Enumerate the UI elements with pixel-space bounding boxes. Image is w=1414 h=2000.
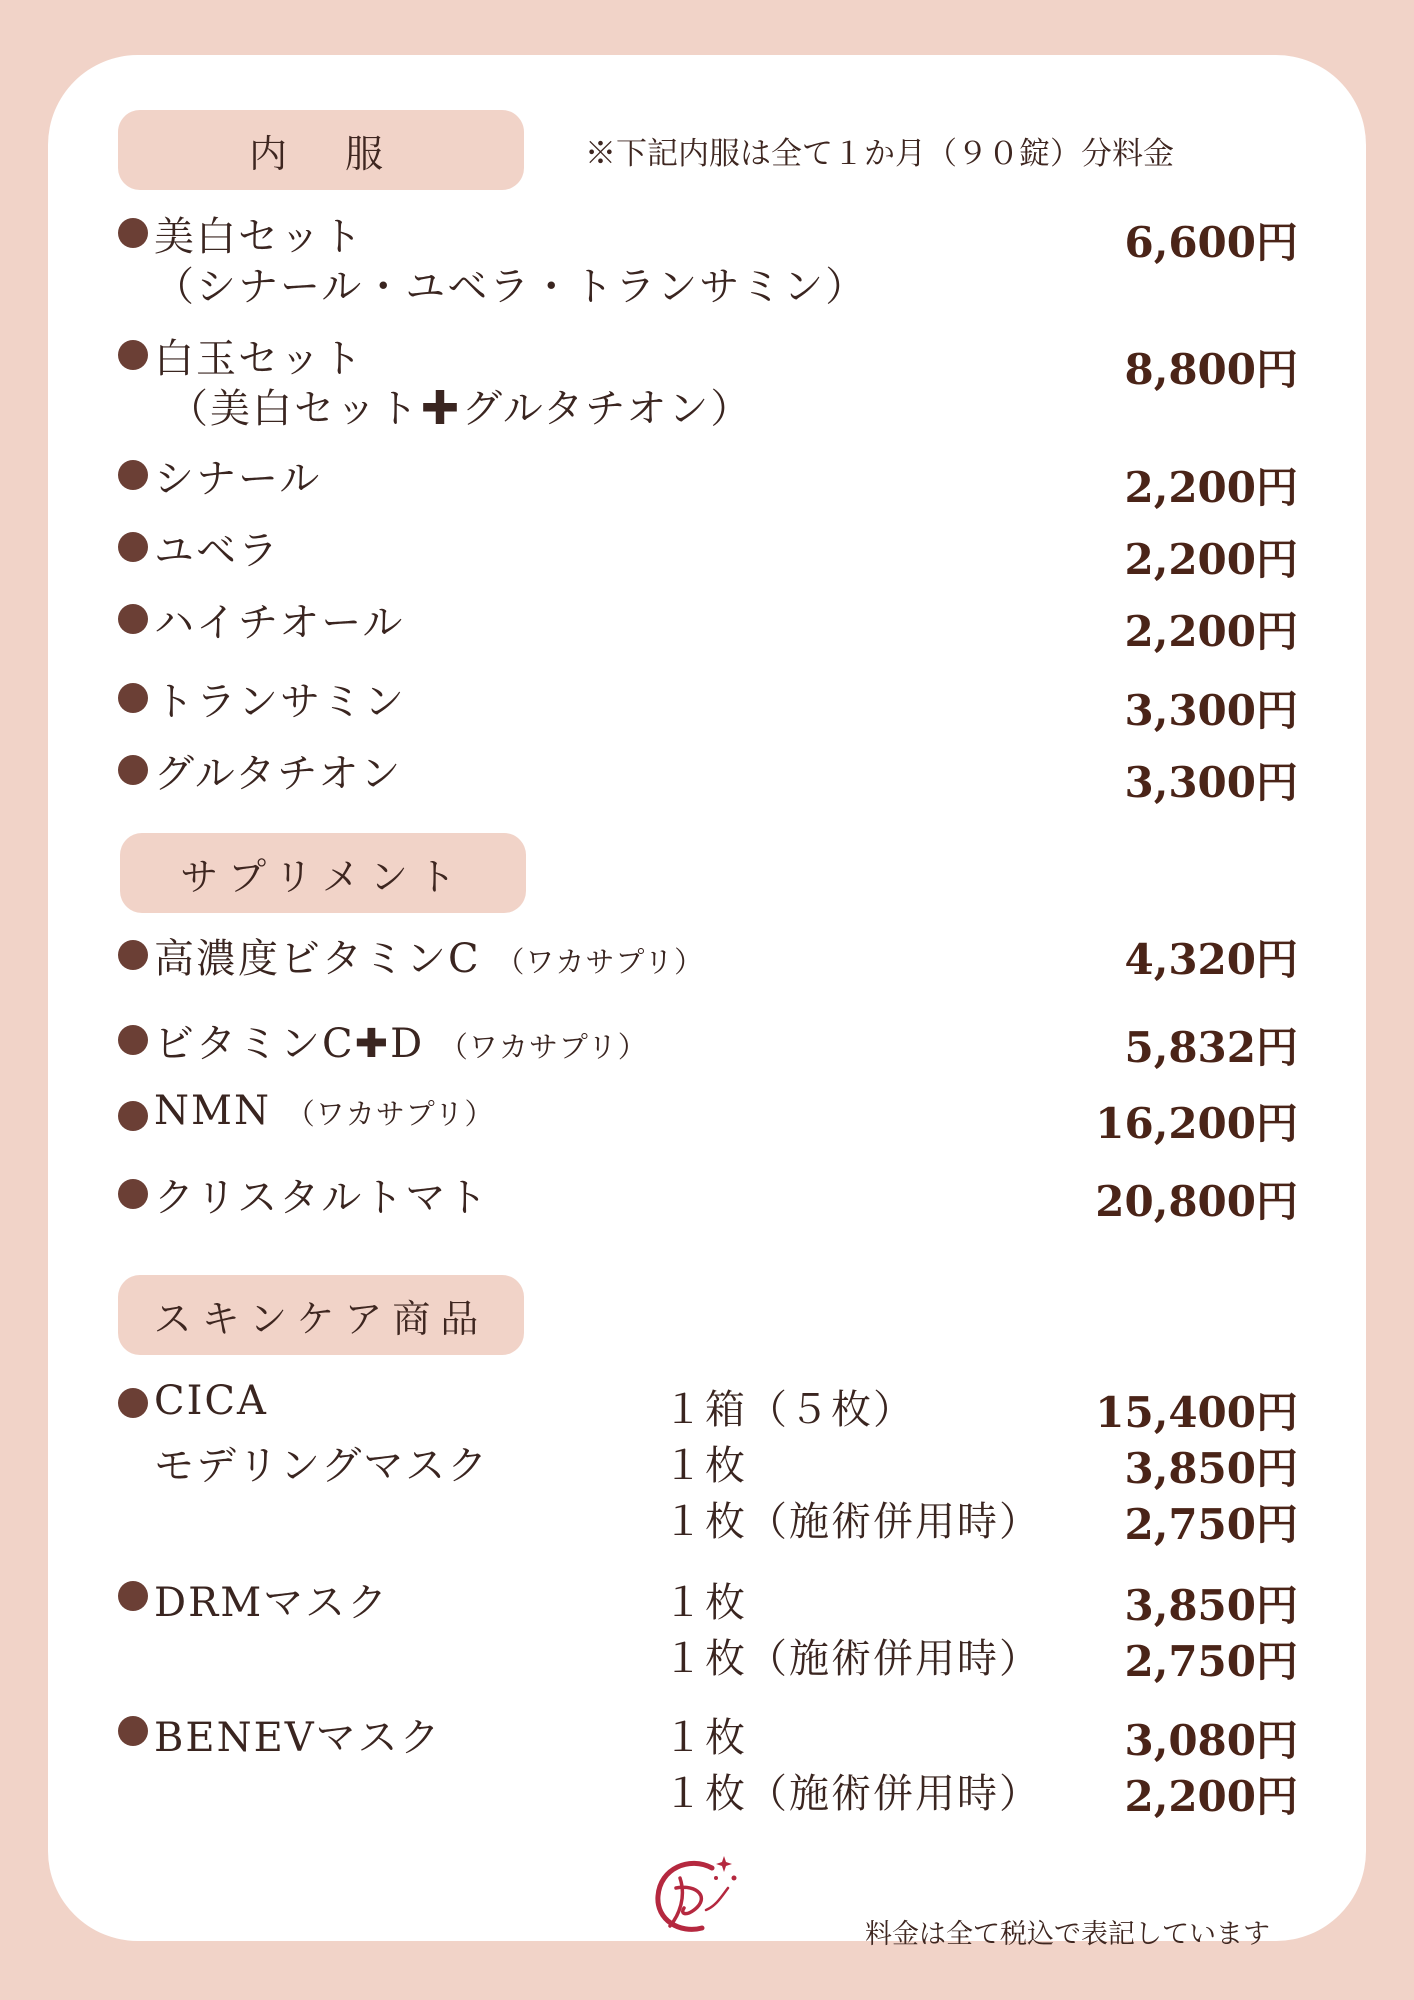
item-qty: １枚 bbox=[663, 1715, 747, 1761]
bullet-icon bbox=[118, 1179, 148, 1209]
item-name: BENEVマスク bbox=[154, 1715, 442, 1761]
item-price: 6,600円 bbox=[1124, 218, 1298, 267]
item-price: 5,832円 bbox=[1124, 1023, 1298, 1072]
item-price: 2,200円 bbox=[1124, 535, 1298, 584]
item-note: （ワカサプリ） bbox=[285, 1097, 495, 1131]
item-price: 2,200円 bbox=[1124, 1772, 1298, 1821]
oral-note: ※下記内服は全て１か月（９０錠）分料金 bbox=[585, 136, 1174, 172]
item-price: 3,300円 bbox=[1124, 686, 1298, 735]
item-name: シナール bbox=[154, 456, 322, 502]
bullet-icon bbox=[118, 1388, 148, 1418]
item-sub: モデリングマスク bbox=[154, 1443, 490, 1489]
item-price: 8,800円 bbox=[1124, 345, 1298, 394]
item-sub: （シナール・ユベラ・トランサミン） bbox=[154, 264, 868, 310]
item-price: 3,850円 bbox=[1124, 1444, 1298, 1493]
bullet-icon bbox=[118, 1581, 148, 1611]
item-price: 2,200円 bbox=[1124, 607, 1298, 656]
item-price: 15,400円 bbox=[1095, 1388, 1298, 1437]
item-qty: １枚（施術併用時） bbox=[663, 1771, 1041, 1817]
item-note: （ワカサプリ） bbox=[438, 1030, 648, 1064]
item-price: 20,800円 bbox=[1095, 1177, 1298, 1226]
item-name: CICA bbox=[154, 1378, 268, 1424]
bullet-icon bbox=[118, 755, 148, 785]
item-name: 高濃度ビタミンC bbox=[154, 936, 481, 982]
bullet-icon bbox=[118, 683, 148, 713]
bullet-icon bbox=[118, 1716, 148, 1746]
item-qty: １箱（５枚） bbox=[663, 1387, 915, 1433]
clinic-logo bbox=[650, 1848, 742, 1940]
item-price: 3,300円 bbox=[1124, 758, 1298, 807]
item-price: 2,750円 bbox=[1124, 1637, 1298, 1686]
item-name: 美白セット bbox=[154, 214, 364, 260]
footer-note: 料金は全て税込で表記しています bbox=[865, 1919, 1270, 1950]
item-name: ユベラ bbox=[154, 528, 280, 574]
section-title-skincare: スキンケア商品 bbox=[118, 1275, 524, 1355]
item-note: （ワカサプリ） bbox=[495, 945, 705, 979]
section-title-supplement: サプリメント bbox=[120, 833, 526, 913]
item-name: ハイチオール bbox=[154, 600, 405, 646]
item-qty: １枚 bbox=[663, 1580, 747, 1626]
item-name: クリスタルトマト bbox=[154, 1175, 490, 1221]
item-name: トランサミン bbox=[154, 679, 406, 725]
bullet-icon bbox=[118, 218, 148, 248]
item-name: ビタミンC✚D bbox=[154, 1021, 425, 1067]
item-name: DRMマスク bbox=[154, 1580, 390, 1626]
item-qty: １枚 bbox=[663, 1443, 747, 1489]
item-price: 3,850円 bbox=[1124, 1581, 1298, 1630]
bullet-icon bbox=[118, 1025, 148, 1055]
section-title-oral: 内 服 bbox=[118, 110, 524, 190]
bullet-icon bbox=[118, 604, 148, 634]
bullet-icon bbox=[118, 1101, 148, 1131]
item-price: 2,200円 bbox=[1124, 463, 1298, 512]
bullet-icon bbox=[118, 532, 148, 562]
item-name: NMN bbox=[154, 1088, 271, 1134]
item-name: グルタチオン bbox=[154, 751, 403, 797]
item-price: 4,320円 bbox=[1124, 935, 1298, 984]
bullet-icon bbox=[118, 940, 148, 970]
item-price: 2,750円 bbox=[1124, 1500, 1298, 1549]
item-qty: １枚（施術併用時） bbox=[663, 1499, 1041, 1545]
item-price: 3,080円 bbox=[1124, 1716, 1298, 1765]
bullet-icon bbox=[118, 340, 148, 370]
item-sub: （美白セット✚グルタチオン） bbox=[168, 386, 753, 432]
bullet-icon bbox=[118, 460, 148, 490]
item-qty: １枚（施術併用時） bbox=[663, 1636, 1041, 1682]
item-price: 16,200円 bbox=[1095, 1099, 1298, 1148]
item-name: 白玉セット bbox=[154, 336, 364, 382]
